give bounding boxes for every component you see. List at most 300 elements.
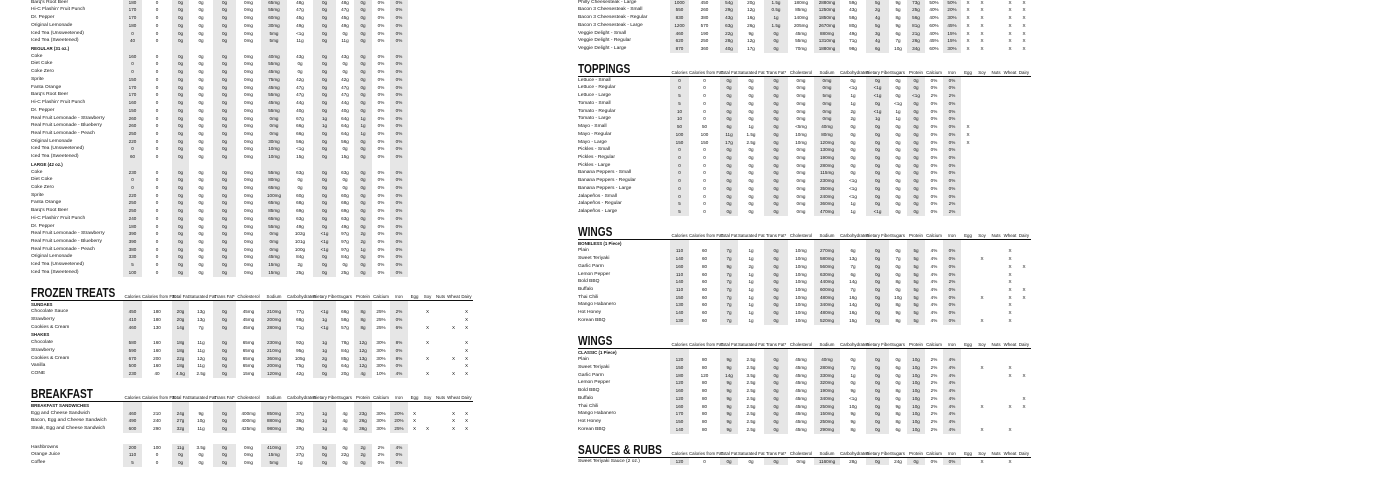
nutrition-value: 0 (670, 185, 689, 193)
nutrition-value (421, 115, 434, 123)
nutrition-value (447, 215, 460, 223)
table-row (578, 426, 1031, 434)
nutrition-value: 15% (943, 30, 961, 38)
nutrition-value: 55mg (261, 107, 287, 115)
nutrition-value: 0g (866, 131, 889, 139)
nutrition-value: 0g (764, 154, 788, 162)
nutrition-value: 30mg (261, 138, 287, 146)
nutrition-value (975, 115, 989, 123)
nutrition-value (213, 402, 236, 410)
nutrition-value: 5 (670, 200, 689, 208)
nutrition-value: 3.5g (746, 372, 756, 378)
nutrition-value: 100 (700, 131, 709, 137)
nutrition-value: 0% (943, 146, 961, 154)
nutrition-value: 5 (670, 208, 689, 216)
nutrition-value: 1g (748, 279, 754, 285)
item-name: Pickles - Regular (578, 154, 615, 160)
nutrition-value (989, 169, 1003, 177)
nutrition-value: 0g (895, 193, 901, 199)
nutrition-value (1017, 356, 1031, 364)
nutrition-value: 0g (720, 77, 738, 85)
nutrition-value (975, 177, 989, 185)
nutrition-value: 0% (943, 115, 961, 123)
nutrition-value: 27g (296, 452, 304, 458)
nutrition-value: X (451, 355, 456, 361)
nutrition-value: 0g (748, 100, 754, 106)
nutrition-value: 0% (930, 162, 938, 168)
nutrition-value (287, 45, 313, 53)
nutrition-value: 49g (341, 223, 349, 229)
nutrition-value: 8% (390, 339, 408, 347)
nutrition-value (447, 145, 460, 153)
nutrition-value: 0% (377, 169, 385, 175)
nutrition-value: 80 (701, 403, 708, 409)
nutrition-value: 0 (155, 200, 159, 206)
nutrition-value: 8g (850, 426, 856, 432)
nutrition-value: 45g (341, 15, 349, 21)
nutrition-value (421, 99, 434, 107)
nutrition-value (421, 22, 434, 30)
nutrition-value: 0% (377, 208, 385, 214)
nutrition-value (989, 100, 1003, 108)
column-header: Sugars (891, 232, 905, 238)
nutrition-value: 1g (850, 208, 856, 214)
nutrition-value: 2.5g (746, 426, 756, 432)
nutrition-value: 0 (155, 262, 159, 268)
table-row (31, 99, 473, 107)
nutrition-value: 0g (354, 76, 372, 84)
nutrition-value (961, 115, 975, 123)
nutrition-value: 0g (895, 185, 901, 191)
item-name: Pickles - Large (578, 162, 611, 168)
nutrition-value: 68g (296, 200, 304, 206)
nutrition-value: 230 (123, 169, 142, 177)
nutrition-value: <1g (894, 100, 902, 106)
column-header: Calcium (926, 232, 942, 238)
nutrition-value: 3.5g (196, 444, 206, 450)
nutrition-value: 1g (748, 302, 754, 308)
nutrition-value: 0g (313, 84, 336, 92)
item-name: Hashbrowns (31, 444, 59, 450)
nutrition-value (408, 316, 421, 324)
nutrition-value: X (966, 7, 970, 13)
nutrition-value: 47g (296, 7, 304, 13)
nutrition-value: 71g (296, 324, 304, 330)
nutrition-value: 18g (172, 347, 189, 355)
nutrition-value: X (966, 46, 970, 52)
table-row (578, 100, 1031, 108)
column-header: Cholesterol (789, 341, 813, 347)
column-header: Trans Fat* (765, 232, 787, 238)
nutrition-value (447, 316, 460, 324)
nutrition-value: 2% (930, 365, 938, 371)
nutrition-value: 7g (720, 271, 738, 279)
nutrition-value: 0% (390, 76, 408, 84)
nutrition-value: 0g (313, 107, 336, 115)
nutrition-value: 0mg (261, 246, 287, 254)
nutrition-value: <1g (849, 193, 857, 199)
nutrition-value: 0g (764, 247, 788, 255)
nutrition-value: 39g (296, 425, 304, 431)
nutrition-value (172, 161, 189, 169)
nutrition-value: 0% (390, 451, 408, 459)
nutrition-value: 45mg (795, 30, 807, 36)
nutrition-value: 0% (377, 123, 385, 129)
nutrition-value (460, 331, 473, 339)
nutrition-value (408, 68, 421, 76)
nutrition-value: 0g (198, 154, 204, 160)
nutrition-value (421, 410, 434, 418)
nutrition-value: 120 (670, 395, 689, 403)
nutrition-value (408, 308, 421, 316)
nutrition-value (1017, 410, 1031, 418)
column-header: Calories (671, 450, 688, 456)
nutrition-value: 0% (930, 193, 938, 199)
nutrition-value: 80 (701, 395, 708, 401)
nutrition-value: 0g (313, 176, 336, 184)
nutrition-value: 240 (123, 215, 142, 223)
nutrition-value: 20% (943, 6, 961, 14)
nutrition-value: 0mg (244, 246, 253, 252)
column-header: Sodium (819, 232, 835, 238)
nutrition-value (975, 100, 989, 108)
nutrition-value: 1g (354, 122, 372, 130)
nutrition-value: 50% (929, 0, 939, 5)
nutrition-value (336, 402, 354, 410)
nutrition-value: 0g (354, 68, 372, 76)
nutrition-value: 0mg (244, 53, 253, 59)
item-name: Jalapeños - Small (578, 193, 617, 199)
table-row (578, 356, 1031, 364)
nutrition-value (989, 92, 1003, 100)
nutrition-value: 400mg (241, 410, 256, 416)
nutrition-value: 7g (850, 365, 856, 371)
nutrition-value: 85g (341, 355, 349, 361)
nutrition-value (1017, 349, 1031, 357)
nutrition-value: 0% (943, 162, 961, 170)
nutrition-value (720, 240, 738, 248)
nutrition-value: 0g (213, 153, 236, 161)
nutrition-value: 2.5g (746, 411, 756, 417)
nutrition-value (460, 444, 473, 452)
column-header: Nuts (991, 232, 1001, 238)
nutrition-value: 80 (701, 388, 708, 394)
nutrition-value: 0% (943, 317, 961, 325)
nutrition-value: 10g (907, 387, 925, 395)
nutrition-value: 0g (198, 452, 204, 458)
nutrition-value: 0g (764, 92, 788, 100)
nutrition-value: 1250mg (814, 6, 840, 14)
nutrition-value (447, 230, 460, 238)
nutrition-value: X (1008, 30, 1012, 36)
nutrition-value: 0 (155, 215, 159, 221)
item-name: Lettuce - Small (578, 77, 611, 83)
nutrition-value: 0g (313, 14, 336, 22)
column-header: Dietary Fiber (866, 232, 892, 238)
nutrition-value (447, 30, 460, 38)
nutrition-value (189, 45, 213, 53)
nutrition-value: 0g (866, 356, 889, 364)
nutrition-value: 0 (155, 130, 159, 136)
column-header: Iron (948, 232, 956, 238)
nutrition-value: X (1022, 403, 1026, 409)
nutrition-value (989, 278, 1003, 286)
nutrition-value: 0mg (244, 231, 253, 237)
nutrition-value: 0g (748, 458, 754, 464)
table-row (31, 362, 473, 370)
column-header: Calories from Fat (689, 69, 723, 75)
item-name: Buffalo (578, 287, 594, 292)
nutrition-value: 0g (764, 403, 788, 411)
nutrition-value: 830 (670, 14, 689, 22)
column-header: Sugars (891, 450, 905, 456)
column-header: Dietary Fiber (313, 293, 339, 299)
nutrition-value: 0g (213, 60, 236, 68)
column-header: Dairy (1018, 69, 1030, 75)
nutrition-value: 205mg (793, 22, 809, 28)
nutrition-value (408, 14, 421, 22)
nutrition-value: 20g (172, 316, 189, 324)
nutrition-value: 55mg (261, 91, 287, 99)
item-name: Diet Coke (31, 61, 53, 67)
nutrition-value: 0g (198, 269, 204, 275)
nutrition-value (961, 294, 975, 302)
nutrition-value (961, 100, 975, 108)
nutrition-value: 0g (172, 14, 189, 22)
table-row (578, 169, 1031, 177)
nutrition-value: 4% (930, 310, 938, 316)
nutrition-value: 180 (123, 22, 142, 30)
nutrition-value: 7g (720, 255, 738, 263)
nutrition-value: X (464, 324, 469, 330)
table-row (578, 162, 1031, 170)
nutrition-value (408, 207, 421, 215)
nutrition-value (434, 444, 447, 452)
nutrition-value: 80 (701, 357, 708, 363)
nutrition-value: 0% (377, 146, 385, 152)
nutrition-value: 0 (155, 169, 159, 175)
nutrition-value (989, 426, 1003, 434)
nutrition-value: 40g (341, 107, 349, 113)
nutrition-value: 2670mg (814, 22, 840, 30)
nutrition-value: 550 (670, 6, 689, 14)
nutrition-value (1003, 379, 1017, 387)
nutrition-value (447, 444, 460, 452)
nutrition-value: 0g (850, 131, 856, 137)
table-row (578, 92, 1031, 100)
nutrition-value (408, 253, 421, 261)
nutrition-value (408, 122, 421, 130)
nutrition-value (961, 146, 975, 154)
nutrition-value: 0mg (244, 76, 253, 82)
nutrition-value: <1g (866, 208, 889, 216)
nutrition-value: 0 (155, 460, 159, 466)
nutrition-value (142, 161, 172, 169)
nutrition-value: 9g (895, 310, 901, 316)
nutrition-value: 230mg (814, 177, 840, 185)
item-name: Plain (578, 248, 589, 254)
nutrition-value: 0g (895, 201, 901, 207)
nutrition-value: 0g (313, 261, 336, 269)
nutrition-value: 7g (850, 263, 856, 269)
nutrition-value: 2g (354, 444, 372, 452)
nutrition-value: 0g (907, 115, 925, 123)
table-row (578, 115, 1031, 123)
column-header: Wheat (1003, 69, 1017, 75)
nutrition-value: 66g (296, 130, 304, 136)
item-name: Hi-C Flashin' Fruit Punch (31, 100, 86, 106)
nutrition-value: 0% (930, 170, 938, 176)
item-name: Bacon 3 Cheesesteak - Large (578, 22, 643, 28)
nutrition-value (142, 301, 172, 309)
nutrition-value: 0g (354, 99, 372, 107)
nutrition-value (1017, 154, 1031, 162)
nutrition-value: 0% (943, 294, 961, 302)
nutrition-value: 4% (930, 317, 938, 323)
nutrition-value: 0 (703, 185, 706, 191)
table-row (31, 215, 473, 223)
nutrition-value: 140 (670, 255, 689, 263)
nutrition-value (989, 255, 1003, 263)
column-header: Calcium (926, 450, 942, 456)
nutrition-value: 0g (354, 0, 372, 6)
nutrition-value: 20% (390, 417, 408, 425)
nutrition-value (447, 253, 460, 261)
nutrition-value: 0g (213, 76, 236, 84)
nutrition-value (336, 331, 354, 339)
item-name: Korean BBQ (578, 426, 606, 432)
nutrition-value: 0mg (244, 184, 253, 190)
nutrition-value: 0g (172, 68, 189, 76)
nutrition-value: 0mg (244, 269, 253, 275)
nutrition-value (989, 309, 1003, 317)
nutrition-value: 0g (748, 170, 754, 176)
nutrition-value: 0g (866, 247, 889, 255)
nutrition-value: 0g (342, 69, 348, 75)
nutrition-value (434, 53, 447, 61)
column-header: Egg (410, 394, 419, 400)
nutrition-value: 0mg (796, 108, 806, 114)
item-name: Garlic Parm (578, 372, 604, 378)
nutrition-value: 0g (198, 223, 204, 229)
nutrition-value (447, 238, 460, 246)
section-header (578, 224, 1031, 239)
nutrition-value: 270mg (814, 247, 840, 255)
nutrition-value (408, 199, 421, 207)
nutrition-value (408, 45, 421, 53)
nutrition-value: 0% (930, 154, 938, 160)
nutrition-value: 0g (866, 271, 889, 279)
nutrition-value: 0g (866, 309, 889, 317)
nutrition-value (421, 30, 434, 38)
item-name: Coke (31, 169, 43, 175)
nutrition-value: 0g (764, 271, 788, 279)
nutrition-value: 0g (866, 169, 889, 177)
nutrition-value: 0g (213, 339, 236, 347)
nutrition-value: 0g (866, 263, 889, 271)
nutrition-value: 0% (377, 254, 385, 260)
table-row (31, 6, 473, 14)
nutrition-value: 10g (894, 294, 902, 300)
nutrition-value (434, 145, 447, 153)
nutrition-value (408, 362, 421, 370)
nutrition-value (975, 271, 989, 279)
nutrition-value: X (425, 355, 430, 361)
column-header: Wheat (1003, 232, 1017, 238)
nutrition-value: 9g (895, 22, 901, 28)
nutrition-value (840, 240, 866, 248)
nutrition-value (408, 130, 421, 138)
nutrition-value: X (464, 410, 469, 416)
nutrition-value: 240mg (814, 193, 840, 201)
nutrition-value: 0 (155, 138, 159, 144)
nutrition-value (434, 22, 447, 30)
nutrition-value: 0g (866, 458, 889, 466)
column-header: Protein (909, 450, 923, 456)
nutrition-value: 0g (198, 130, 204, 136)
nutrition-value: 0g (342, 177, 348, 183)
nutrition-value (961, 177, 975, 185)
nutrition-value: 0g (895, 139, 901, 145)
nutrition-value: 260 (700, 7, 709, 13)
nutrition-value: 0mg (244, 84, 253, 90)
table-row (31, 107, 473, 115)
nutrition-value (434, 207, 447, 215)
nutrition-value: 0 (123, 145, 142, 153)
column-header: Calcium (373, 394, 389, 400)
nutrition-value: 0% (930, 100, 938, 106)
nutrition-value (1003, 100, 1017, 108)
nutrition-value: 4% (390, 444, 408, 452)
nutrition-value: 0g (850, 162, 856, 168)
nutrition-value: 0% (943, 108, 961, 116)
table-row (578, 317, 1031, 325)
nutrition-value (408, 22, 421, 30)
nutrition-value: 0g (172, 107, 189, 115)
nutrition-value: 0g (172, 261, 189, 269)
nutrition-value: 0g (297, 177, 303, 183)
nutrition-value (1017, 146, 1031, 154)
nutrition-value (961, 200, 975, 208)
nutrition-value: 1g (354, 246, 372, 254)
nutrition-value (408, 215, 421, 223)
nutrition-value: X (1022, 38, 1026, 44)
nutrition-value: 0g (354, 269, 372, 277)
nutrition-value: 80 (701, 365, 708, 371)
nutrition-value: 0mg (261, 122, 287, 130)
nutrition-value: 0 (155, 146, 159, 152)
nutrition-value: 0mg (244, 30, 253, 36)
nutrition-value: 5 (670, 92, 689, 100)
nutrition-value (975, 200, 989, 208)
nutrition-value (989, 286, 1003, 294)
nutrition-value (460, 238, 473, 246)
nutrition-value (975, 278, 989, 286)
nutrition-value: 9g (720, 403, 738, 411)
item-name: Strawberry (31, 317, 55, 323)
column-header: Saturated Fat (738, 450, 765, 456)
nutrition-value: 0g (866, 139, 889, 147)
nutrition-value (447, 347, 460, 355)
nutrition-value (989, 115, 1003, 123)
nutrition-value (961, 395, 975, 403)
nutrition-value (1003, 177, 1017, 185)
nutrition-value: 0% (930, 77, 938, 83)
nutrition-value (975, 418, 989, 426)
nutrition-value: 0g (198, 169, 204, 175)
nutrition-value: 2.5g (746, 357, 756, 363)
nutrition-value (961, 263, 975, 271)
